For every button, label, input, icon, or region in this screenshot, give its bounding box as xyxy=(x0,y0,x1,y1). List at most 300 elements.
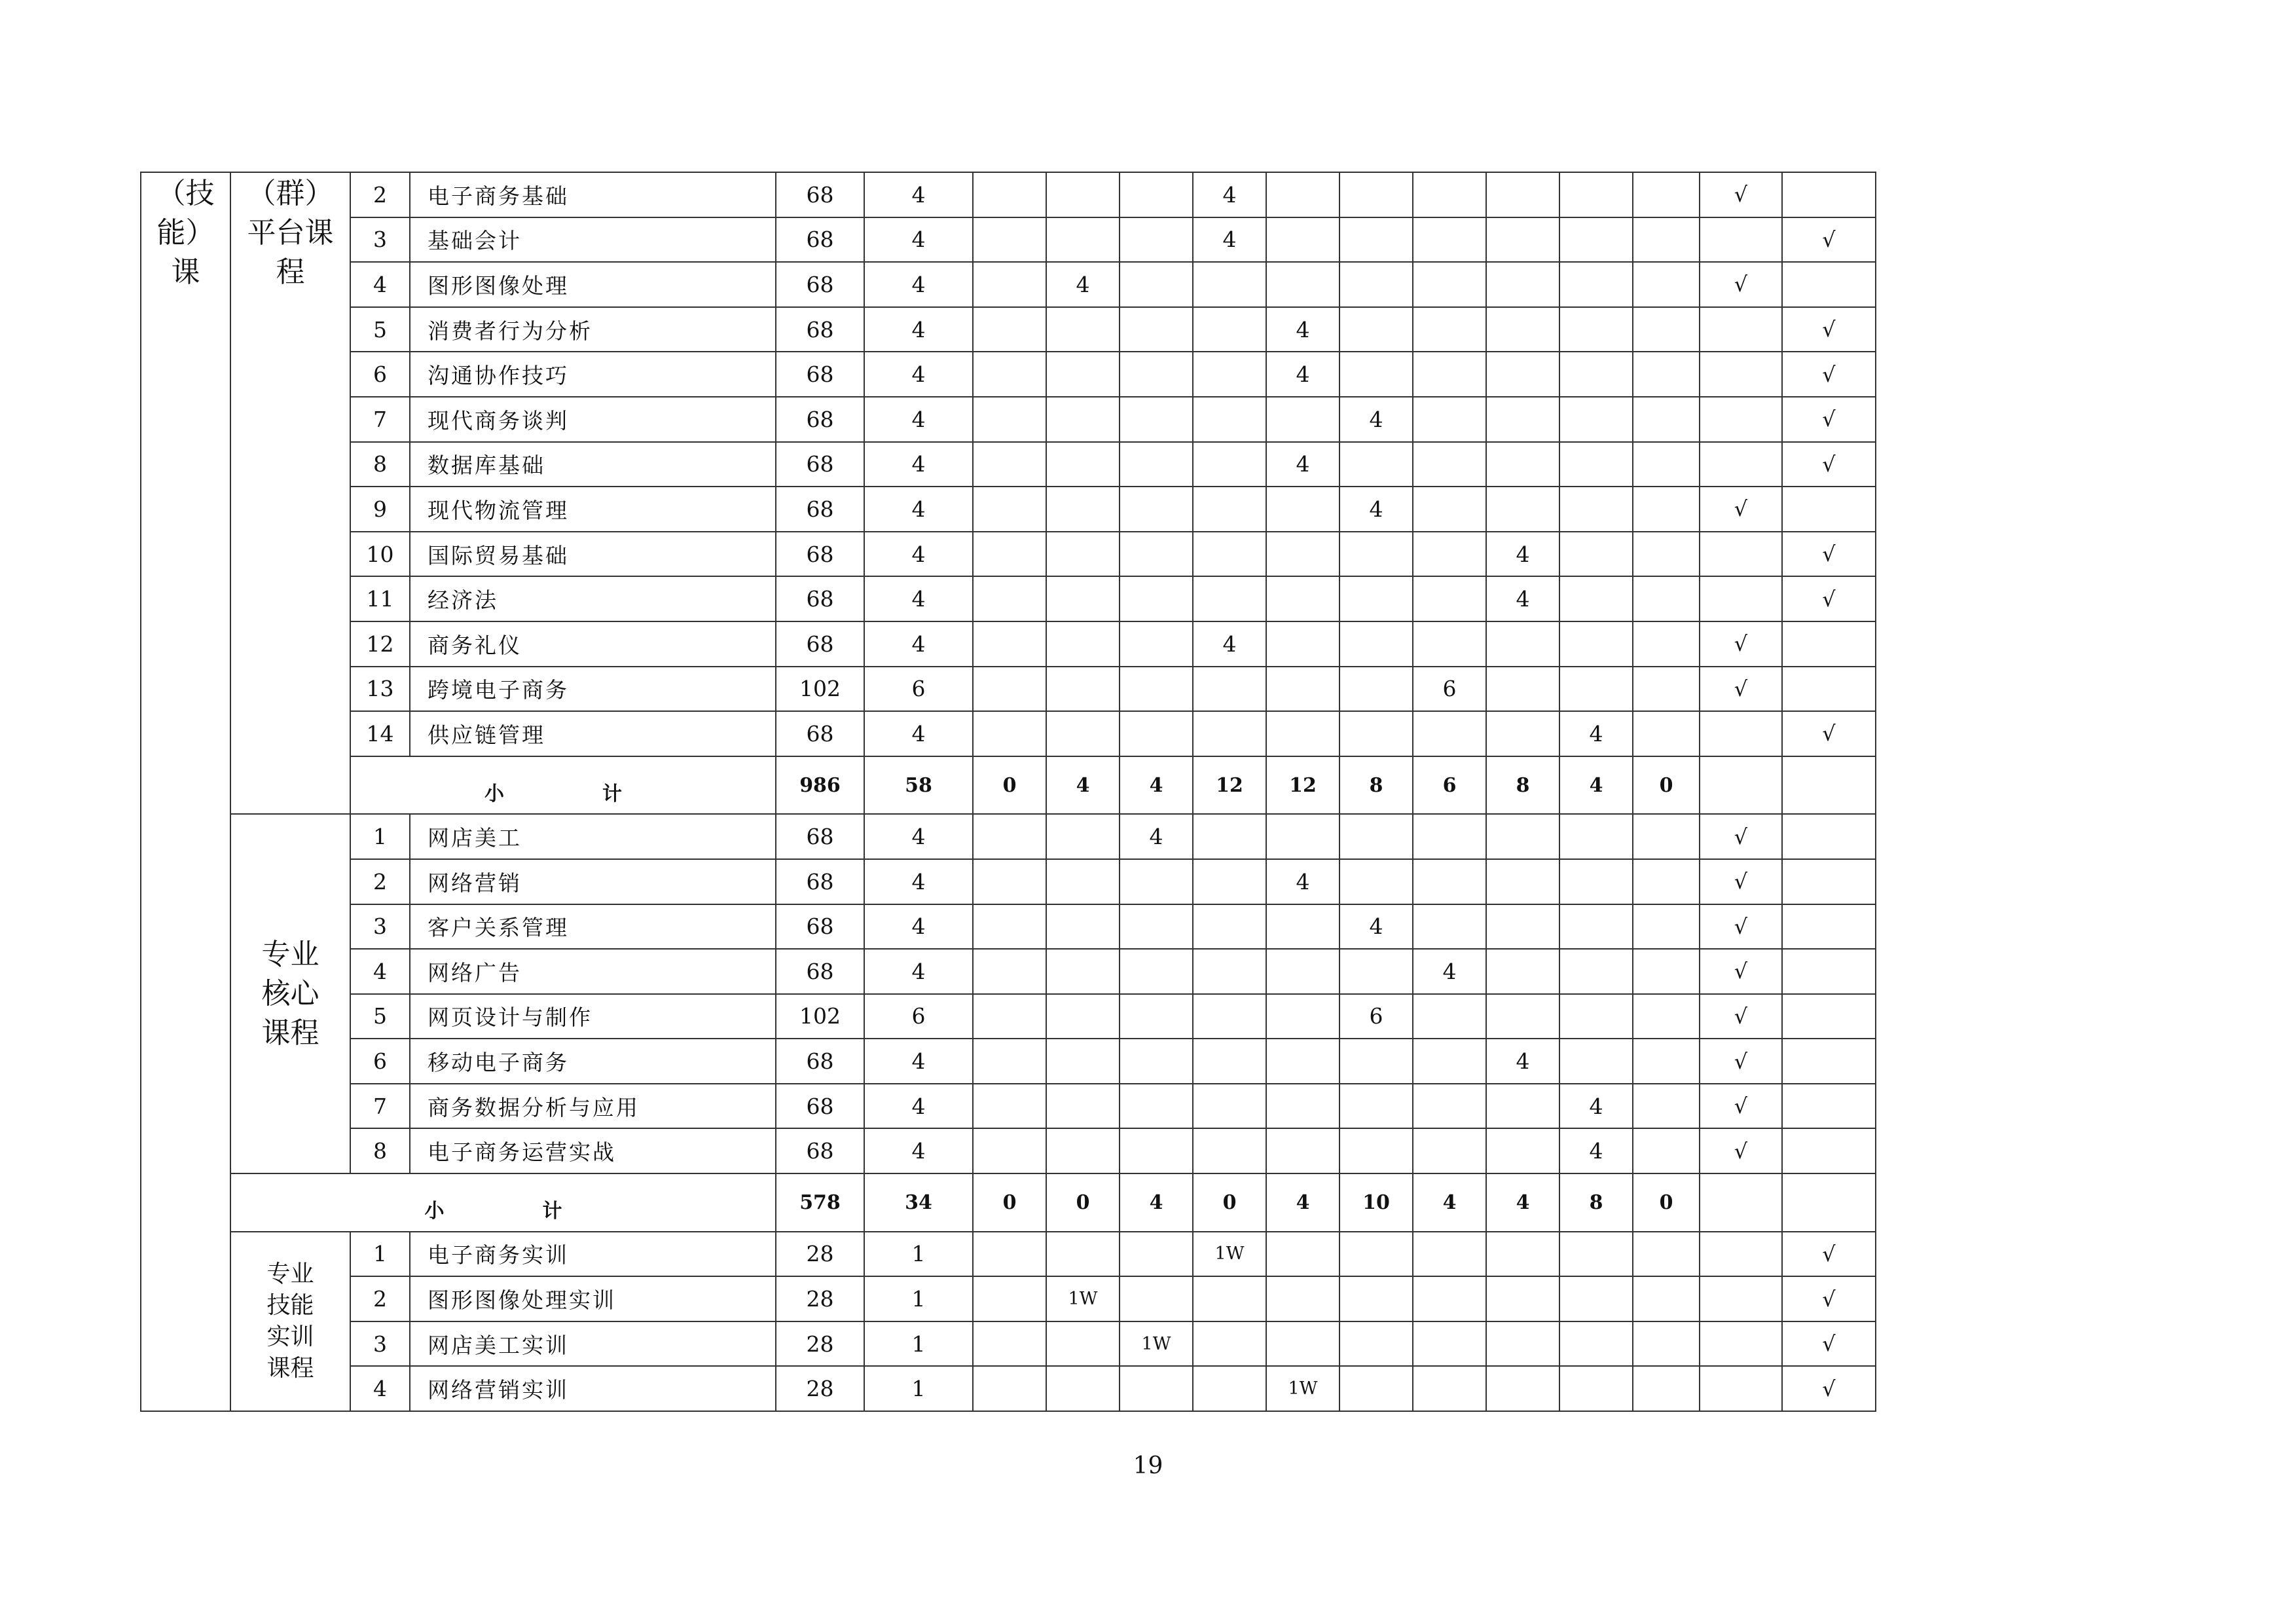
semester-hours xyxy=(1046,442,1120,487)
semester-hours xyxy=(1266,1084,1339,1129)
semester-hours: 4 xyxy=(1193,217,1266,263)
semester-hours xyxy=(1633,1321,1700,1367)
course-number: 7 xyxy=(350,397,410,442)
semester-hours xyxy=(1486,352,1559,397)
semester-hours xyxy=(1339,307,1413,352)
semester-hours xyxy=(1413,1366,1486,1411)
section-label-practice-line: 课程 xyxy=(266,1354,314,1382)
course-credits: 1 xyxy=(864,1232,973,1277)
course-credits: 4 xyxy=(864,576,973,621)
exam-check: √ xyxy=(1700,859,1782,904)
semester-hours: 4 xyxy=(1339,397,1413,442)
semester-hours xyxy=(973,859,1046,904)
semester-hours xyxy=(1193,1128,1266,1173)
course-credits: 4 xyxy=(864,532,973,577)
table-row xyxy=(141,994,1876,1039)
subtotal-semester: 10 xyxy=(1339,1173,1413,1232)
semester-hours xyxy=(973,711,1046,756)
semester-hours xyxy=(1413,711,1486,756)
course-name: 基础会计 xyxy=(410,217,776,263)
table-row xyxy=(141,1232,1876,1277)
semester-hours xyxy=(1120,994,1193,1039)
table-row xyxy=(141,576,1876,621)
test-check xyxy=(1782,262,1876,307)
semester-hours xyxy=(1046,1321,1120,1367)
semester-hours: 4 xyxy=(1266,859,1339,904)
subtotal-semester: 12 xyxy=(1266,756,1339,815)
semester-hours xyxy=(1266,1128,1339,1173)
course-number: 1 xyxy=(350,814,410,859)
course-hours: 68 xyxy=(776,814,864,859)
course-name: 网络营销 xyxy=(410,859,776,904)
semester-hours xyxy=(973,532,1046,577)
semester-hours xyxy=(973,1084,1046,1129)
semester-hours xyxy=(1120,859,1193,904)
course-name: 客户关系管理 xyxy=(410,904,776,950)
test-check: √ xyxy=(1782,352,1876,397)
semester-hours: 1W xyxy=(1193,1232,1266,1277)
semester-hours xyxy=(1559,1232,1633,1277)
semester-hours xyxy=(973,487,1046,532)
semester-hours xyxy=(1046,949,1120,994)
semester-hours xyxy=(1559,576,1633,621)
semester-hours xyxy=(973,442,1046,487)
semester-hours xyxy=(973,1321,1046,1367)
semester-hours xyxy=(1413,262,1486,307)
subtotal-semester: 0 xyxy=(1633,756,1700,815)
course-number: 12 xyxy=(350,621,410,667)
exam-check xyxy=(1700,711,1782,756)
course-hours: 68 xyxy=(776,172,864,217)
semester-hours xyxy=(1559,1276,1633,1321)
course-number: 3 xyxy=(350,217,410,263)
semester-hours xyxy=(1413,307,1486,352)
semester-hours xyxy=(1266,994,1339,1039)
test-check: √ xyxy=(1782,217,1876,263)
semester-hours xyxy=(1046,1366,1120,1411)
semester-hours xyxy=(1486,262,1559,307)
semester-hours xyxy=(1559,859,1633,904)
semester-hours xyxy=(1486,1084,1559,1129)
course-number: 1 xyxy=(350,1232,410,1277)
semester-hours xyxy=(1633,904,1700,950)
course-credits: 4 xyxy=(864,1039,973,1084)
semester-hours xyxy=(1413,1276,1486,1321)
semester-hours xyxy=(973,172,1046,217)
course-number: 5 xyxy=(350,307,410,352)
semester-hours xyxy=(1120,1128,1193,1173)
semester-hours xyxy=(973,352,1046,397)
category-label-line: 课 xyxy=(171,255,200,289)
course-number: 4 xyxy=(350,949,410,994)
semester-hours xyxy=(1046,532,1120,577)
semester-hours xyxy=(1120,307,1193,352)
course-name: 图形图像处理 xyxy=(410,262,776,307)
exam-check: √ xyxy=(1700,994,1782,1039)
course-hours: 68 xyxy=(776,217,864,263)
test-check xyxy=(1782,172,1876,217)
section-label-practice-line: 专业 xyxy=(266,1260,314,1287)
exam-check: √ xyxy=(1700,904,1782,950)
test-check xyxy=(1782,667,1876,712)
course-name: 网页设计与制作 xyxy=(410,994,776,1039)
course-number: 14 xyxy=(350,711,410,756)
course-number: 6 xyxy=(350,352,410,397)
course-credits: 4 xyxy=(864,442,973,487)
semester-hours xyxy=(1266,667,1339,712)
exam-check xyxy=(1700,1321,1782,1367)
semester-hours xyxy=(1633,352,1700,397)
subtotal-test xyxy=(1782,756,1876,815)
semester-hours xyxy=(1413,532,1486,577)
semester-hours xyxy=(1413,217,1486,263)
course-credits: 4 xyxy=(864,949,973,994)
test-check xyxy=(1782,859,1876,904)
semester-hours xyxy=(1193,1276,1266,1321)
course-credits: 4 xyxy=(864,217,973,263)
semester-hours xyxy=(1633,576,1700,621)
semester-hours xyxy=(1266,532,1339,577)
exam-check xyxy=(1700,307,1782,352)
course-number: 13 xyxy=(350,667,410,712)
semester-hours xyxy=(1120,1276,1193,1321)
semester-hours xyxy=(1633,1366,1700,1411)
table-row xyxy=(141,1366,1876,1411)
course-hours: 68 xyxy=(776,904,864,950)
course-name: 供应链管理 xyxy=(410,711,776,756)
test-check xyxy=(1782,814,1876,859)
semester-hours: 1W xyxy=(1266,1366,1339,1411)
course-name: 电子商务基础 xyxy=(410,172,776,217)
semester-hours xyxy=(1120,1232,1193,1277)
semester-hours xyxy=(1120,442,1193,487)
semester-hours xyxy=(1120,621,1193,667)
semester-hours xyxy=(1193,442,1266,487)
subtotal-semester: 4 xyxy=(1559,756,1633,815)
table-row xyxy=(141,262,1876,307)
semester-hours xyxy=(1193,711,1266,756)
section-label-core-line: 课程 xyxy=(261,1016,319,1050)
semester-hours: 6 xyxy=(1339,994,1413,1039)
table-row xyxy=(141,711,1876,756)
semester-hours xyxy=(1339,621,1413,667)
semester-hours xyxy=(1120,262,1193,307)
course-hours: 28 xyxy=(776,1321,864,1367)
semester-hours xyxy=(1046,667,1120,712)
semester-hours xyxy=(1266,1039,1339,1084)
semester-hours xyxy=(1339,532,1413,577)
semester-hours xyxy=(1413,487,1486,532)
semester-hours xyxy=(1339,1128,1413,1173)
subtotal-test xyxy=(1782,1173,1876,1232)
semester-hours xyxy=(1559,1366,1633,1411)
semester-hours xyxy=(973,576,1046,621)
section-label-platform xyxy=(230,172,350,814)
course-credits: 4 xyxy=(864,1128,973,1173)
semester-hours: 4 xyxy=(1486,576,1559,621)
semester-hours xyxy=(1120,487,1193,532)
semester-hours xyxy=(1339,442,1413,487)
semester-hours xyxy=(1266,1232,1339,1277)
semester-hours xyxy=(1193,949,1266,994)
test-check xyxy=(1782,904,1876,950)
semester-hours xyxy=(1120,217,1193,263)
semester-hours xyxy=(1413,1084,1486,1129)
section-label-platform-line: （群） xyxy=(247,177,334,210)
category-label xyxy=(141,172,230,1411)
semester-hours xyxy=(1633,217,1700,263)
semester-hours xyxy=(1120,172,1193,217)
subtotal-semester: 0 xyxy=(1193,1173,1266,1232)
exam-check xyxy=(1700,532,1782,577)
semester-hours xyxy=(973,1039,1046,1084)
table-row xyxy=(141,442,1876,487)
course-hours: 68 xyxy=(776,859,864,904)
semester-hours xyxy=(1559,949,1633,994)
semester-hours xyxy=(973,217,1046,263)
course-number: 6 xyxy=(350,1039,410,1084)
course-hours: 68 xyxy=(776,949,864,994)
semester-hours xyxy=(1559,442,1633,487)
semester-hours xyxy=(1120,1039,1193,1084)
semester-hours xyxy=(1413,442,1486,487)
semester-hours xyxy=(1633,1232,1700,1277)
semester-hours xyxy=(1193,667,1266,712)
course-credits: 4 xyxy=(864,397,973,442)
semester-hours xyxy=(1486,949,1559,994)
semester-hours xyxy=(1266,172,1339,217)
category-label-line: （技 xyxy=(156,177,215,210)
semester-hours xyxy=(1633,1084,1700,1129)
course-name: 跨境电子商务 xyxy=(410,667,776,712)
semester-hours xyxy=(1120,576,1193,621)
test-check xyxy=(1782,994,1876,1039)
course-hours: 68 xyxy=(776,1128,864,1173)
course-credits: 4 xyxy=(864,1084,973,1129)
table-row xyxy=(141,352,1876,397)
semester-hours xyxy=(1559,262,1633,307)
course-hours: 68 xyxy=(776,352,864,397)
semester-hours xyxy=(1046,217,1120,263)
test-check xyxy=(1782,1084,1876,1129)
course-name: 现代商务谈判 xyxy=(410,397,776,442)
semester-hours xyxy=(1413,1232,1486,1277)
semester-hours xyxy=(1193,532,1266,577)
course-hours: 68 xyxy=(776,397,864,442)
test-check: √ xyxy=(1782,1276,1876,1321)
semester-hours: 4 xyxy=(1559,1128,1633,1173)
course-hours: 28 xyxy=(776,1232,864,1277)
course-hours: 68 xyxy=(776,442,864,487)
table-row xyxy=(141,487,1876,532)
course-credits: 6 xyxy=(864,667,973,712)
semester-hours xyxy=(1046,859,1120,904)
semester-hours: 4 xyxy=(1486,532,1559,577)
exam-check: √ xyxy=(1700,1084,1782,1129)
course-credits: 1 xyxy=(864,1276,973,1321)
semester-hours xyxy=(1559,217,1633,263)
section-label-platform-line: 平台课 xyxy=(247,216,334,249)
semester-hours: 4 xyxy=(1266,307,1339,352)
semester-hours xyxy=(1413,621,1486,667)
course-number: 8 xyxy=(350,1128,410,1173)
semester-hours xyxy=(1339,1039,1413,1084)
semester-hours xyxy=(1339,1084,1413,1129)
subtotal-semester: 4 xyxy=(1266,1173,1339,1232)
course-number: 9 xyxy=(350,487,410,532)
subtotal-semester: 4 xyxy=(1046,756,1120,815)
course-number: 3 xyxy=(350,904,410,950)
semester-hours xyxy=(1339,576,1413,621)
course-number: 4 xyxy=(350,1366,410,1411)
semester-hours xyxy=(973,1232,1046,1277)
semester-hours xyxy=(1046,814,1120,859)
semester-hours xyxy=(1486,711,1559,756)
semester-hours xyxy=(1413,1039,1486,1084)
semester-hours xyxy=(1120,949,1193,994)
semester-hours xyxy=(1633,994,1700,1039)
course-name: 商务礼仪 xyxy=(410,621,776,667)
semester-hours xyxy=(1486,859,1559,904)
subtotal-label: 小 计 xyxy=(230,1173,776,1232)
semester-hours xyxy=(1486,307,1559,352)
exam-check: √ xyxy=(1700,172,1782,217)
subtotal-row xyxy=(141,756,1876,815)
semester-hours xyxy=(1486,814,1559,859)
semester-hours xyxy=(1559,487,1633,532)
semester-hours xyxy=(1266,262,1339,307)
semester-hours xyxy=(1120,667,1193,712)
semester-hours xyxy=(1413,576,1486,621)
semester-hours xyxy=(973,621,1046,667)
test-check xyxy=(1782,949,1876,994)
table-row xyxy=(141,172,1876,217)
semester-hours xyxy=(1486,1232,1559,1277)
semester-hours xyxy=(1633,814,1700,859)
semester-hours xyxy=(973,397,1046,442)
course-credits: 4 xyxy=(864,262,973,307)
course-hours: 68 xyxy=(776,576,864,621)
course-credits: 6 xyxy=(864,994,973,1039)
course-credits: 4 xyxy=(864,711,973,756)
semester-hours xyxy=(1046,904,1120,950)
curriculum-table xyxy=(140,172,1876,1412)
semester-hours xyxy=(1413,994,1486,1039)
semester-hours: 1W xyxy=(1120,1321,1193,1367)
page-number: 19 xyxy=(1133,1452,1163,1479)
semester-hours xyxy=(1046,1084,1120,1129)
semester-hours xyxy=(1193,904,1266,950)
subtotal-semester: 8 xyxy=(1559,1173,1633,1232)
semester-hours xyxy=(1339,667,1413,712)
course-hours: 68 xyxy=(776,262,864,307)
course-credits: 4 xyxy=(864,904,973,950)
semester-hours xyxy=(1046,1232,1120,1277)
test-check: √ xyxy=(1782,1232,1876,1277)
semester-hours xyxy=(1486,621,1559,667)
semester-hours: 4 xyxy=(1486,1039,1559,1084)
semester-hours xyxy=(1633,949,1700,994)
subtotal-semester: 6 xyxy=(1413,756,1486,815)
semester-hours xyxy=(1046,994,1120,1039)
course-name: 网络广告 xyxy=(410,949,776,994)
course-number: 10 xyxy=(350,532,410,577)
semester-hours xyxy=(1413,1128,1486,1173)
course-name: 沟通协作技巧 xyxy=(410,352,776,397)
exam-check: √ xyxy=(1700,262,1782,307)
semester-hours: 4 xyxy=(1266,352,1339,397)
course-credits: 4 xyxy=(864,859,973,904)
exam-check xyxy=(1700,1276,1782,1321)
semester-hours xyxy=(1413,814,1486,859)
subtotal-semester: 0 xyxy=(1046,1173,1120,1232)
semester-hours xyxy=(1046,397,1120,442)
exam-check: √ xyxy=(1700,487,1782,532)
course-name: 电子商务运营实战 xyxy=(410,1128,776,1173)
subtotal-credits: 58 xyxy=(864,756,973,815)
subtotal-credits: 34 xyxy=(864,1173,973,1232)
semester-hours xyxy=(973,994,1046,1039)
semester-hours xyxy=(1486,1128,1559,1173)
semester-hours xyxy=(1046,621,1120,667)
semester-hours: 4 xyxy=(1559,1084,1633,1129)
semester-hours xyxy=(1193,307,1266,352)
exam-check: √ xyxy=(1700,1039,1782,1084)
course-name: 网店美工实训 xyxy=(410,1321,776,1367)
table-row xyxy=(141,621,1876,667)
course-number: 3 xyxy=(350,1321,410,1367)
table-row xyxy=(141,217,1876,263)
semester-hours xyxy=(1193,859,1266,904)
section-label-practice-line: 技能 xyxy=(266,1291,314,1319)
course-credits: 4 xyxy=(864,621,973,667)
semester-hours xyxy=(1266,1276,1339,1321)
semester-hours xyxy=(1633,397,1700,442)
exam-check xyxy=(1700,397,1782,442)
semester-hours xyxy=(1486,397,1559,442)
course-credits: 1 xyxy=(864,1366,973,1411)
test-check: √ xyxy=(1782,1366,1876,1411)
subtotal-semester: 0 xyxy=(973,1173,1046,1232)
semester-hours xyxy=(1193,576,1266,621)
section-label-core-line: 专业 xyxy=(261,937,319,971)
semester-hours xyxy=(973,1276,1046,1321)
semester-hours xyxy=(973,904,1046,950)
table-row xyxy=(141,1276,1876,1321)
semester-hours xyxy=(1633,262,1700,307)
semester-hours xyxy=(1193,1366,1266,1411)
semester-hours xyxy=(1266,621,1339,667)
semester-hours xyxy=(1046,1128,1120,1173)
semester-hours xyxy=(1633,621,1700,667)
semester-hours xyxy=(1633,859,1700,904)
table-row xyxy=(141,397,1876,442)
semester-hours xyxy=(1339,1366,1413,1411)
course-number: 2 xyxy=(350,1276,410,1321)
semester-hours xyxy=(1266,814,1339,859)
semester-hours xyxy=(1266,217,1339,263)
semester-hours xyxy=(1559,532,1633,577)
semester-hours xyxy=(1193,1084,1266,1129)
subtotal-row xyxy=(141,1173,1876,1232)
semester-hours xyxy=(1046,307,1120,352)
semester-hours xyxy=(1633,442,1700,487)
semester-hours: 6 xyxy=(1413,667,1486,712)
section-label-core xyxy=(230,814,350,1173)
table-row xyxy=(141,814,1876,859)
semester-hours xyxy=(1486,1366,1559,1411)
course-credits: 4 xyxy=(864,814,973,859)
